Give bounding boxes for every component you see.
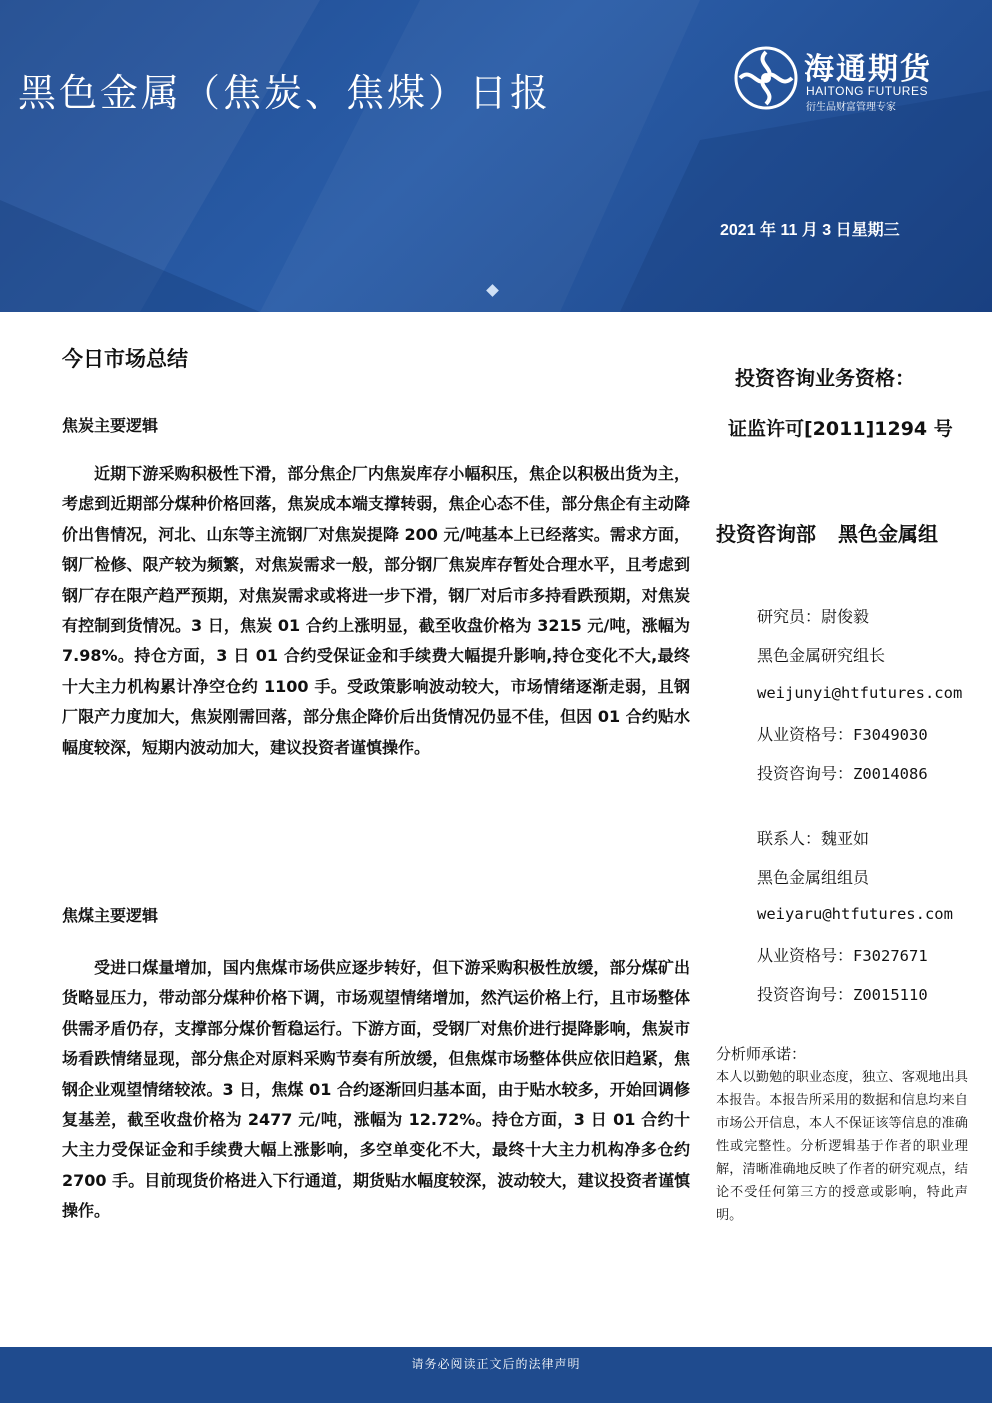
contact-advisory [757, 982, 928, 1005]
analyst-advisory-no: Z0014086 [853, 765, 928, 783]
contact-cert-label: 从业资格号： [757, 946, 854, 965]
analyst-cert-no: F3049030 [853, 726, 928, 744]
analyst-title: 黑色金属研究组长 [757, 646, 886, 665]
section-title: 今日市场总结 [62, 347, 188, 371]
report-title: 黑色金属（焦炭、焦煤）日报 [18, 71, 552, 115]
logo-english-name: HAITONG FUTURES [806, 84, 928, 98]
coke-heading: 焦炭主要逻辑 [62, 416, 159, 435]
department-name: 投资咨询部 [716, 522, 816, 546]
contact-advisory-no: Z0015110 [853, 986, 928, 1004]
analyst-promise-text: 本人以勤勉的职业态度，独立、客观地出具本报告。本报告所采用的数据和信息均来自市场公开信息，本人不保证该等信息的准确性或完整性。分析逻辑基于作者的职业理解，清晰准确地反映了作者的研究观点，结论不受任何第三方的授意或影响，特此声明。 [716, 1070, 968, 1223]
department-line [716, 518, 938, 547]
analyst-email[interactable]: weijunyi@htfutures.com [757, 684, 963, 702]
contact-title: 黑色金属组组员 [757, 868, 870, 887]
analyst-promise-title: 分析师承诺： [716, 1045, 807, 1063]
analyst-advisory-label: 投资咨询号： [757, 764, 854, 783]
contact-cert [757, 943, 928, 966]
contact-cert-no: F3027671 [853, 947, 928, 965]
contact-email[interactable]: weiyaru@htfutures.com [757, 905, 953, 923]
analyst-cert [757, 722, 928, 745]
qualification-label: 投资咨询业务资格： [735, 366, 915, 390]
report-date: 2021 年 11 月 3 日星期三 [720, 222, 900, 239]
report-header [0, 0, 992, 312]
group-name: 黑色金属组 [838, 522, 938, 546]
analyst-name: 研究员：尉俊毅 [757, 607, 870, 626]
contact-advisory-label: 投资咨询号： [757, 985, 854, 1004]
contact-name: 联系人：魏亚如 [757, 829, 870, 848]
analyst-cert-label: 从业资格号： [757, 725, 854, 744]
coke-paragraph: 近期下游采购积极性下滑，部分焦企厂内焦炭库存小幅积压，焦企以积极出货为主，考虑到近期部分煤种价格回落，焦炭成本端支撑转弱，焦企心态不佳，部分焦企有主动降价出售情况，河北、山东等主流钢厂对焦炭提降 200 元/吨基本上已经落实。需求方面，钢厂检修、限产较为频繁，对焦炭需求一般，部分钢厂焦炭库存暂处合理水平，且考虑到钢厂存在限产趋严预期，对焦炭需求或将进一步下滑，钢厂对后市多持看跌预期，对焦炭有控制到货情况。3 日，焦炭 01 合约上涨明显，截至收盘价格为 3215 元/吨，涨幅为 7.98%。持仓方面，3 日 01 合约受保证金和手续费大幅提升影响,持仓变化不大,最终十大主力机构累计净空仓约 1100 手。受政策影响波动较大，市场情绪逐渐走弱，且钢厂限产力度加大，焦炭刚需回落，部分焦企降价后出货情况仍显不佳，但因 01 合约贴水幅度较深，短期内波动加大，建议投资者谨慎操作。 [62, 464, 690, 757]
analyst-advisory [757, 761, 928, 784]
logo-chinese-name: 海通期货 [804, 52, 932, 87]
legal-notice[interactable]: 请务必阅读正文后的法律声明 [411, 1357, 581, 1371]
license-number: 证监许可[2011]1294 号 [728, 418, 953, 440]
coking-coal-heading: 焦煤主要逻辑 [62, 906, 159, 925]
coking-coal-paragraph: 受进口煤量增加，国内焦煤市场供应逐步转好，但下游采购积极性放缓，部分煤矿出货略显压力，带动部分煤种价格下调，市场观望情绪增加，然汽运价格上行，且市场整体供需矛盾仍存，支撑部分煤价暂稳运行。下游方面，受钢厂对焦价进行提降影响，焦炭市场看跌情绪显现，部分焦企对原料采购节奏有所放缓，但焦煤市场整体供应依旧趋紧，焦钢企业观望情绪较浓。3 日，焦煤 01 合约逐渐回归基本面，由于贴水较多，开始回调修复基差，截至收盘价格为 2477 元/吨，涨幅为 12.72%。持仓方面，3 日 01 合约十大主力受保证金和手续费大幅上涨影响，多空单变化不大，最终十大主力机构净多仓约 2700 手。目前现货价格进入下行通道，期货贴水幅度较深，波动较大，建议投资者谨慎操作。 [62, 958, 690, 1221]
company-logo [732, 40, 972, 120]
logo-emblem-icon [734, 46, 798, 110]
logo-tagline: 衍生品财富管理专家 [806, 102, 896, 113]
